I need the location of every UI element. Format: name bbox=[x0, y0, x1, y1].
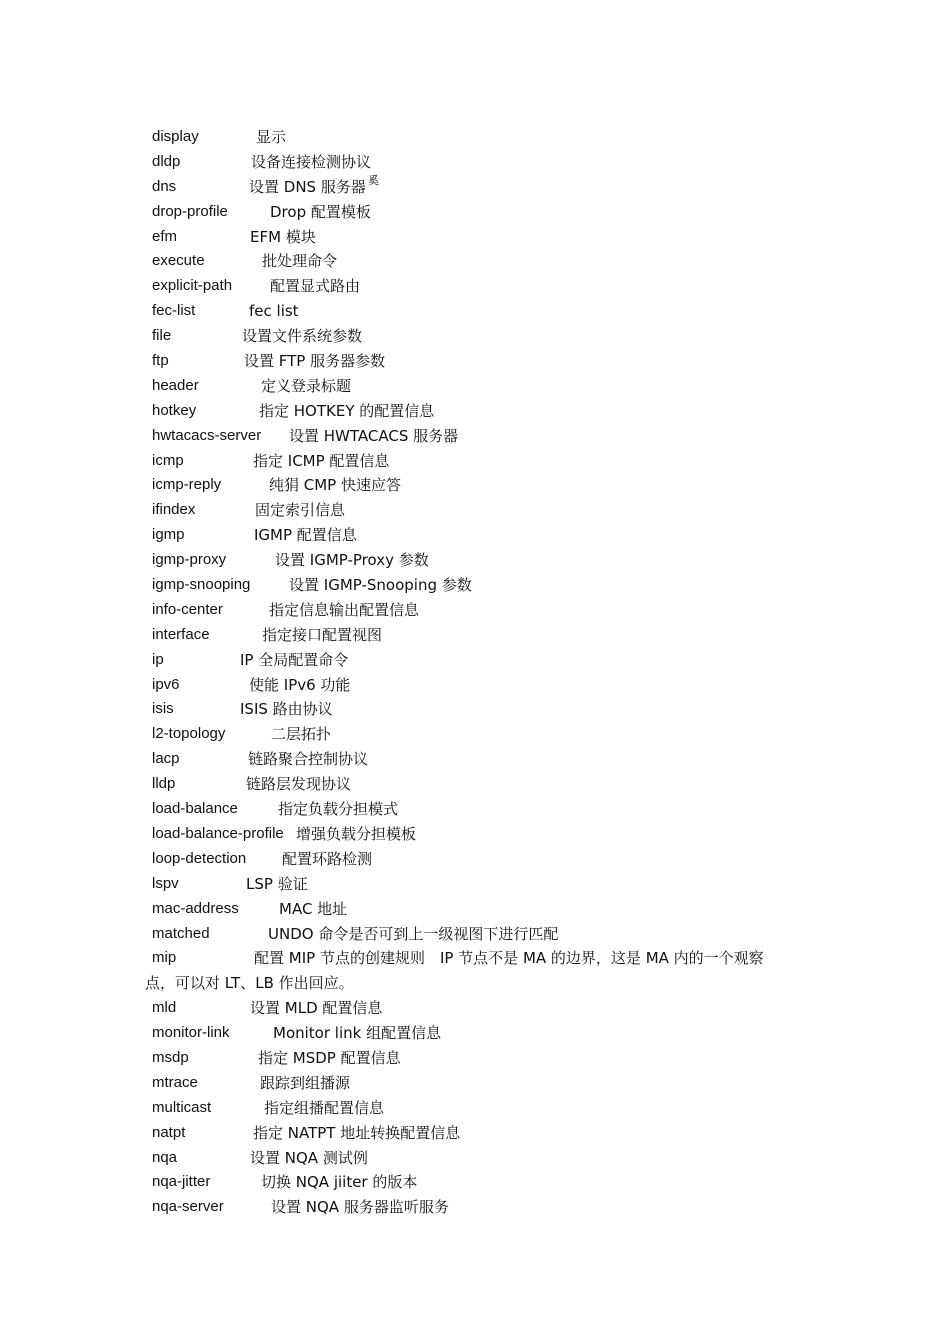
command-name: info-center bbox=[152, 600, 223, 618]
command-description: 设置 FTP 服务器参数 bbox=[244, 352, 386, 371]
list-item bbox=[152, 623, 822, 648]
command-name: dldp bbox=[152, 152, 181, 170]
list-item bbox=[152, 498, 822, 523]
command-name: l2-topology bbox=[152, 725, 226, 743]
command-name: load-balance bbox=[152, 800, 238, 818]
list-item bbox=[152, 200, 822, 225]
list-item bbox=[152, 125, 822, 150]
command-name: file bbox=[152, 327, 172, 345]
list-item bbox=[152, 648, 822, 673]
command-name: msdp bbox=[152, 1048, 189, 1066]
list-item bbox=[152, 349, 822, 374]
command-description: ISIS 路由协议 bbox=[240, 700, 333, 719]
list-item bbox=[152, 1121, 822, 1146]
list-item bbox=[152, 424, 822, 449]
command-description: 使能 IPv6 功能 bbox=[249, 675, 351, 694]
list-item bbox=[152, 822, 822, 847]
list-item bbox=[152, 1021, 822, 1046]
list-item bbox=[152, 399, 822, 424]
list-item bbox=[152, 772, 822, 797]
command-name: header bbox=[152, 376, 199, 394]
command-name: hwtacacs-server bbox=[152, 426, 262, 444]
command-description: 指定 ICMP 配置信息 bbox=[253, 451, 390, 470]
command-description: 定义登录标题 bbox=[261, 376, 352, 395]
command-name: display bbox=[152, 128, 199, 145]
list-item bbox=[152, 847, 822, 872]
command-description: LSP 验证 bbox=[246, 874, 308, 893]
command-name: efm bbox=[152, 227, 178, 245]
command-description: 设置 NQA 服务器监听服务 bbox=[271, 1198, 449, 1217]
command-name: ipv6 bbox=[152, 675, 180, 693]
list-item bbox=[152, 573, 822, 598]
command-name: nqa-server bbox=[152, 1198, 224, 1216]
list-item bbox=[152, 449, 822, 474]
list-item bbox=[152, 175, 822, 200]
command-description: 设置文件系统参数 bbox=[242, 327, 363, 346]
command-name: mac-address bbox=[152, 899, 239, 917]
command-name: loop-detection bbox=[152, 849, 247, 867]
list-item bbox=[152, 673, 822, 698]
command-description: 链路聚合控制协议 bbox=[248, 750, 369, 769]
list-item bbox=[152, 747, 822, 772]
command-name: lacp bbox=[152, 750, 180, 768]
command-description: fec list bbox=[249, 302, 299, 321]
command-name: icmp-reply bbox=[152, 476, 222, 494]
command-name: ftp bbox=[152, 352, 169, 370]
list-item bbox=[152, 1195, 822, 1220]
command-name: lspv bbox=[152, 874, 179, 892]
command-description: 固定索引信息 bbox=[255, 501, 346, 520]
command-description: EFM 模块 bbox=[250, 227, 316, 246]
command-description: 设备连接检测协议 bbox=[251, 152, 372, 171]
list-item bbox=[152, 1170, 822, 1195]
command-name: load-balance-profile bbox=[152, 824, 284, 842]
command-name: igmp-snooping bbox=[152, 576, 251, 594]
command-name: explicit-path bbox=[152, 277, 233, 295]
command-description-continuation: 点，可以对 LT、LB 作出回应。 bbox=[145, 974, 354, 993]
list-item bbox=[152, 946, 822, 971]
list-item bbox=[152, 548, 822, 573]
command-name: mip bbox=[152, 949, 177, 967]
command-description: 链路层发现协议 bbox=[246, 775, 352, 794]
list-item bbox=[152, 897, 822, 922]
list-item bbox=[152, 1071, 822, 1096]
list-item bbox=[152, 324, 822, 349]
list-item bbox=[152, 996, 822, 1021]
command-name: mld bbox=[152, 999, 177, 1017]
command-description: 指定组播配置信息 bbox=[264, 1098, 385, 1117]
stray-glyph: 奚 bbox=[368, 173, 379, 187]
command-name: matched bbox=[152, 924, 210, 942]
list-item-continuation bbox=[145, 971, 822, 996]
command-name: igmp-proxy bbox=[152, 551, 227, 569]
command-description: IP 全局配置命令 bbox=[240, 650, 349, 669]
command-description: 纯狷 CMP 快速应答 bbox=[269, 476, 401, 495]
command-description: 设置 MLD 配置信息 bbox=[250, 999, 383, 1018]
command-name: ifindex bbox=[152, 501, 196, 519]
command-name: igmp bbox=[152, 526, 185, 544]
command-description: 配置 MIP 节点的创建规则 IP 节点不是 MA 的边界，这是 MA 内的一个观察 bbox=[254, 949, 764, 968]
command-description: 显示 bbox=[256, 128, 287, 146]
command-name: nqa bbox=[152, 1148, 178, 1166]
command-name: hotkey bbox=[152, 401, 197, 419]
command-description: 设置 NQA 测试例 bbox=[250, 1148, 368, 1167]
command-name: dns bbox=[152, 177, 177, 195]
list-item bbox=[152, 722, 822, 747]
command-description: 配置环路检测 bbox=[282, 849, 373, 868]
list-item bbox=[152, 598, 822, 623]
list-item bbox=[152, 299, 822, 324]
command-description: 指定 MSDP 配置信息 bbox=[258, 1048, 401, 1067]
command-description: MAC 地址 bbox=[279, 899, 348, 918]
command-list bbox=[145, 125, 822, 1220]
command-description: 指定信息输出配置信息 bbox=[269, 600, 420, 619]
list-item bbox=[152, 225, 822, 250]
command-name: fec-list bbox=[152, 302, 196, 320]
command-description: IGMP 配置信息 bbox=[254, 526, 357, 545]
command-name: monitor-link bbox=[152, 1024, 230, 1042]
command-name: icmp bbox=[152, 451, 184, 469]
command-description: 批处理命令 bbox=[262, 252, 338, 271]
list-item bbox=[152, 872, 822, 897]
command-name: multicast bbox=[152, 1098, 212, 1116]
command-description: 设置 DNS 服务器 bbox=[249, 177, 366, 196]
list-item bbox=[152, 1046, 822, 1071]
command-name: interface bbox=[152, 625, 210, 643]
list-item bbox=[152, 1146, 822, 1171]
command-description: Drop 配置模板 bbox=[270, 202, 371, 221]
command-description: 指定 NATPT 地址转换配置信息 bbox=[253, 1123, 461, 1142]
command-description: 跟踪到组播源 bbox=[260, 1073, 351, 1092]
command-description: 二层拓扑 bbox=[271, 725, 332, 744]
list-item bbox=[152, 473, 822, 498]
command-name: lldp bbox=[152, 775, 176, 793]
command-description: 指定接口配置视图 bbox=[262, 625, 383, 644]
list-item bbox=[152, 697, 822, 722]
command-description: 增强负载分担模板 bbox=[296, 824, 417, 843]
command-name: isis bbox=[152, 700, 174, 718]
command-description: 指定 HOTKEY 的配置信息 bbox=[259, 401, 435, 420]
list-item bbox=[152, 150, 822, 175]
list-item bbox=[152, 374, 822, 399]
list-item bbox=[152, 274, 822, 299]
command-description: 设置 IGMP-Snooping 参数 bbox=[289, 576, 472, 595]
command-description: 指定负载分担模式 bbox=[278, 800, 399, 819]
command-name: natpt bbox=[152, 1123, 186, 1141]
command-name: nqa-jitter bbox=[152, 1173, 211, 1191]
command-description: 配置显式路由 bbox=[270, 277, 361, 296]
command-name: mtrace bbox=[152, 1073, 198, 1091]
command-description: Monitor link 组配置信息 bbox=[273, 1024, 442, 1043]
list-item bbox=[152, 797, 822, 822]
command-name: ip bbox=[152, 650, 164, 668]
command-description: 设置 HWTACACS 服务器 bbox=[289, 426, 459, 445]
command-name: execute bbox=[152, 252, 205, 270]
list-item bbox=[152, 922, 822, 947]
list-item bbox=[152, 249, 822, 274]
command-name: drop-profile bbox=[152, 202, 228, 220]
list-item bbox=[152, 523, 822, 548]
list-item bbox=[152, 1096, 822, 1121]
command-description: 切换 NQA jiiter 的版本 bbox=[261, 1173, 418, 1192]
command-description: 设置 IGMP-Proxy 参数 bbox=[275, 551, 429, 570]
command-description: UNDO 命令是否可到上一级视图下进行匹配 bbox=[268, 924, 559, 943]
